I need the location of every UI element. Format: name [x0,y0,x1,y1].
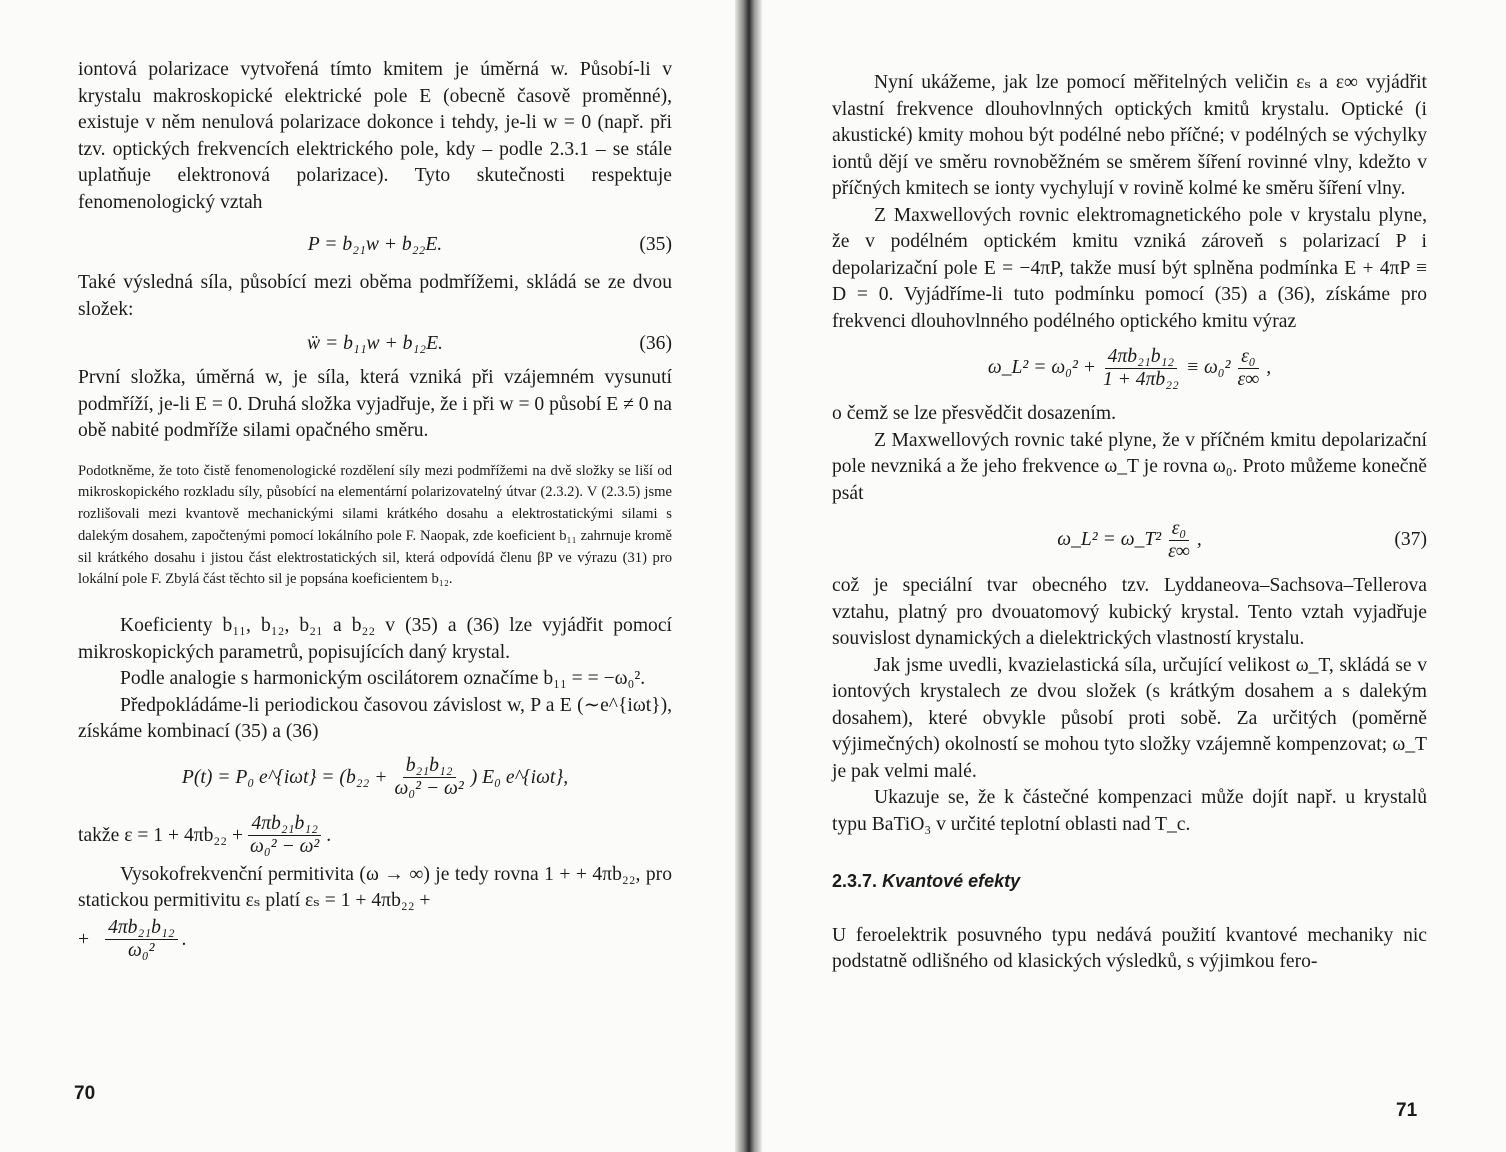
right-paragraph-2: Z Maxwellových rovnic elektromagnetického pole v krystalu plyne, že v podélném optickém kmitu vzniká zároveň s polarizací P i depolarizační pole E = −4πP, takže musí být splněna podmínka E + 4πP ≡ D = 0. Vyjádříme-li tuto podmínku pomocí (35) a (36), získáme pro frekvenci dlouhovlnného podélného optického kmitu výraz [832,204,1427,332]
fraction-denominator: 1 + 4πb₂₂ [1102,368,1179,390]
page-number-left: 70 [74,1083,96,1104]
equation-36-number: (36) [639,332,672,354]
equation-37 [832,509,1427,571]
equation-35-number: (35) [639,233,672,255]
right-paragraph-6: Jak jsme uvedli, kvazielastická síla, určující velikost ω_T, skládá se v iontových krystalech ze dvou složek (s krátkým dosahem a s dalekým dosahem), které obvykle působí proti sobě. Za určitých (poměrně výjimečných) okolností se mohou tyto složky vzájemně kompenzovat; ω_T je pak velmi malé. [832,654,1427,782]
equation-37-end: , [1196,528,1202,550]
equation-P-t-left: P(t) = P₀ e^{iωt} = (b₂₂ + [181,766,388,788]
static-permittivity-fraction [105,917,177,962]
fraction-denominator: ε∞ [1168,540,1190,562]
equation-epsilon [78,810,672,862]
left-page [0,0,735,1152]
equation-37-number: (37) [1394,528,1427,550]
right-page [762,0,1506,1152]
right-paragraph-5: což je speciální tvar obecného tzv. Lyddaneova–Sachsova–Tellerova vztahu, platný pro dvouatomový kubický krystal. Tento vztah vyjadřuje souvislost dynamických a dielektrických vlastností krystalu. [832,575,1427,649]
fraction-denominator: ω₀² − ω² [250,836,320,858]
fraction-numerator: ε₀ [1169,518,1190,541]
fraction-period: . [181,928,187,950]
section-title: Kvantové efekty [882,871,1021,891]
equation-P-t [78,748,672,808]
equation-35-expression: P = b₂₁w + b₂₂E. [307,233,443,255]
left-page-text [78,57,672,965]
plus-sign: + [78,928,90,950]
equation-37-left: ω_L² = ω_T² [1057,528,1162,550]
left-paragraph-3: První složka, úměrná w, je síla, která vzniká při vzájemném vysunutí podmříží, je-li E = 0. Druhá složka vyjadřuje, že i při w = 0 působí E ≠ 0 na obě nabité podmříže silami opačného směru. [78,367,672,441]
left-paragraph-6: Předpokládáme-li periodickou časovou závislost w, P a E (∼e^{iωt}), získáme kombinací (35) a (36) [78,694,672,743]
omega-L-fraction-2 [1234,346,1262,391]
epsilon-fraction [247,813,322,858]
section-heading [832,868,1427,895]
left-paragraph-2: Také výsledná síla, působící mezi oběma podmřížemi, skládá se ze dvou složek: [78,272,672,320]
left-paragraph-4: Koeficienty b₁₁, b₁₂, b₂₁ a b₂₂ v (35) a (36) lze vyjádřit pomocí mikroskopických parametrů, popisujících daný krystal. [78,615,672,663]
left-paragraph-7: Vysokofrekvenční permitivita (ω → ∞) je tedy rovna 1 + + 4πb₂₂, pro statickou permitivitu εₛ platí εₛ = 1 + 4πb₂₂ + [78,863,672,912]
section-number: 2.3.7. [832,871,878,891]
right-paragraph-8: U feroelektrik posuvného typu nedává použití kvantové mechaniky nic podstatně odlišného od klasických výsledků, s výjimkou fero- [832,924,1427,972]
epsilon-suffix: . [326,824,332,846]
omega-L-middle: ≡ ω₀² [1185,356,1231,378]
fraction-denominator: ε∞ [1237,368,1260,390]
omega-L-left: ω_L² = ω₀² + [987,356,1096,378]
fraction-numerator: 4πb₂₁b₁₂ [248,813,320,836]
fraction-numerator: b₂₁b₁₂ [403,755,456,778]
equation-35 [78,226,672,264]
right-paragraph-7: Ukazuje se, že k částečné kompenzaci může dojít např. u krystalů typu BaTiO₃ v určité teplotní oblasti nad T_c. [832,787,1427,835]
fraction-numerator: 4πb₂₁b₁₂ [105,917,177,940]
equation-36-expression: ẅ = b₁₁w + b₁₂E. [307,332,443,354]
page-number-right: 71 [1396,1100,1418,1121]
equation-P-t-right: ) E₀ e^{iωt}, [470,766,569,788]
fraction-numerator: ε₀ [1238,346,1259,369]
epsilon-prefix: takže ε = 1 + 4πb₂₂ + [78,824,244,846]
right-paragraph-4: Z Maxwellových rovnic také plyne, že v příčném kmitu depolarizační pole nevzniká a že jeho frekvence ω_T je rovna ω₀. Proto můžeme konečně psát [832,429,1427,504]
omega-L-end: , [1266,356,1272,378]
equation-P-t-fraction [392,755,467,800]
static-permittivity-fraction-line [78,915,672,965]
equation-omega-L [832,337,1427,399]
equation-36 [78,325,672,363]
right-page-text [832,70,1427,976]
omega-L-fraction-1 [1100,346,1182,391]
right-paragraph-1: Nyní ukážeme, jak lze pomocí měřitelných veličin εₛ a ε∞ vyjádřit vlastní frekvence dlouhovlnných optických kmitů krystalu. Optické (i akustické) kmity mohou být podélné nebo příčné; v podélných se výchylky iontů dějí ve směru rovnoběžném se směrem šíření rovinné vlny, kdežto v příčných kmitech se ionty vychylují v rovině kolmé ke směru šíření vlny. [832,72,1427,199]
left-paragraph-1: iontová polarizace vytvořená tímto kmitem je úměrná w. Působí-li v krystalu makroskopické elektrické pole E (obecně časově proměnné), existuje v něm nenulová polarizace dokonce i tehdy, je-li w = 0 (např. při tzv. optických frekvencích elektrického pole, kdy – podle 2.3.1 – se stále uplatňuje elektronová polarizace). Tyto skutečnosti respektuje fenomenologický vztah [78,59,672,213]
right-paragraph-3: o čemž se lze přesvědčit dosazením. [832,403,1116,424]
equation-37-fraction [1165,518,1193,563]
book-gutter [735,0,762,1152]
fraction-denominator: ω₀² − ω² [394,778,464,800]
left-paragraph-5: Podle analogie s harmonickým oscilátorem označíme b₁₁ = = −ω₀². [120,668,646,690]
fraction-denominator: ω₀² [128,940,155,962]
footnote-remark: Podotkněme, že toto čistě fenomenologické rozdělení síly mezi podmřížemi na dvě složky se liší od mikroskopického rozkladu síly, působící na elementární polarizovatelný útvar (2.3.2). V (2.3.5) jsme rozlišovali mezi kvantově mechanickými silami krátkého dosahu a elektrostatickými silami s dalekým dosahem, započtenými pomocí lokálního pole F. Naopak, zde koeficient b₁₁ zahrnuje kromě sil krátkého dosahu i jistou část elektrostatických sil, která odpovídá členu βP ve výrazu (31) pro lokální pole F. Zbylá část těchto sil je popsána koeficientem b₁₂. [78,462,672,588]
fraction-numerator: 4πb₂₁b₁₂ [1105,346,1177,369]
